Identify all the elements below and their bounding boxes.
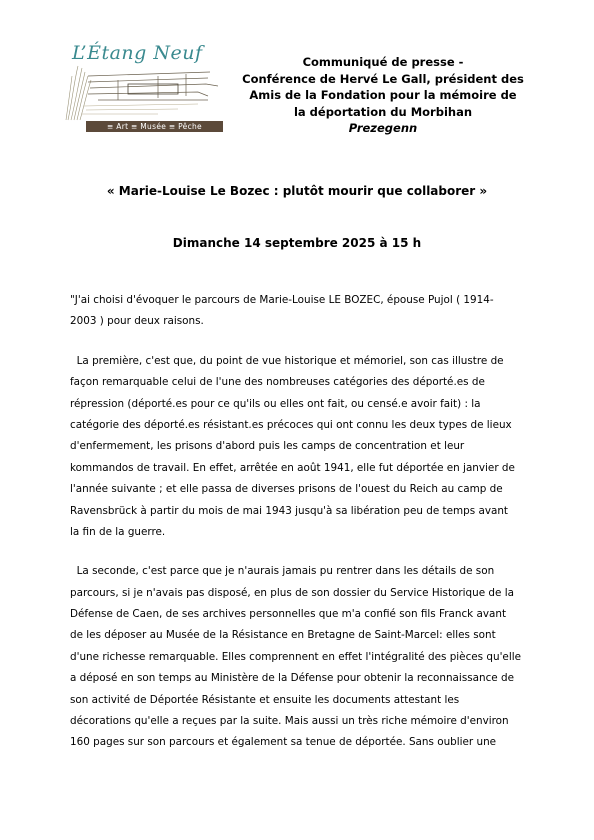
paragraph-line: 160 pages sur son parcours et également sa tenue de déportée. Sans oublier une — [70, 736, 497, 749]
header-line: Amis de la Fondation pour la mémoire de — [249, 88, 517, 102]
paragraph-line: de les déposer au Musée de la Résistance en Bretagne de Saint-Marcel: elles sont — [70, 629, 496, 642]
header-line: Communiqué de presse - — [302, 55, 464, 69]
paragraph-line: d'enfermement, les prisons d'abord puis les camps de concentration et leur — [70, 440, 465, 453]
paragraph-line: répression (déporté.es pour ce qu'ils ou elles ont fait, ou censé.e avoir fait) : la — [70, 397, 481, 410]
paragraph-line: Ravensbrück à partir du mois de mai 1943 jusqu'à sa libération peu de temps avant — [70, 504, 509, 517]
logo-tagline: ≡ Art ≡ Musée ≡ Pêche — [86, 121, 223, 132]
header-place: Prezegenn — [348, 121, 418, 135]
etang-neuf-logo — [58, 38, 226, 138]
paragraph-line: La première, c'est que, du point de vue historique et mémoriel, son cas illustre de — [70, 354, 504, 367]
paragraph-line: son activité de Déportée Résistante et ensuite les documents attestant les — [70, 693, 460, 706]
logo-landscape-graphic — [58, 62, 226, 122]
paragraph-line: catégorie des déporté.es résistant.es précoces qui ont connu les deux types de lieux — [70, 418, 512, 431]
paragraph-line: kommandos de travail. En effet, arrêtée en août 1941, elle fut déportée en janvier de — [70, 461, 515, 474]
header-line: Conférence de Hervé Le Gall, président des — [242, 71, 524, 86]
conference-date: Dimanche 14 septembre 2025 à 15 h — [172, 236, 422, 250]
paragraph-line: 2003 ) pour deux raisons. — [70, 315, 204, 328]
paragraph-line: l'année suivante ; et elle passa de diverses prisons de l'ouest du Reich au camp de — [70, 483, 503, 496]
paragraph-line: décorations qu'elle a reçues par la suite. Mais aussi un très riche mémoire d'environ — [70, 715, 509, 728]
conference-title: « Marie-Louise Le Bozec : plutôt mourir que collaborer » — [106, 184, 488, 198]
paragraph-line: façon remarquable celui de l'une des nombreuses catégories des déporté.es de — [70, 376, 485, 389]
paragraph-line: parcours, si je n'avais pas disposé, en plus de son dossier du Service Historique de la — [70, 586, 514, 599]
paragraph-line: Défense de Caen, de ses archives personnelles que m'a confié son fils Franck avant — [70, 608, 507, 621]
body-text — [70, 290, 530, 754]
paragraph-line: "J'ai choisi d'évoquer le parcours de Marie-Louise LE BOZEC, épouse Pujol ( 1914- — [70, 294, 494, 306]
paragraph-line: a déposé en son temps au Ministère de la Défense pour obtenir la reconnaissance de — [70, 672, 514, 685]
header-line: la déportation du Morbihan — [293, 104, 473, 119]
logo-name: L’Étang Neuf — [72, 42, 203, 64]
paragraph-line: la fin de la guerre. — [70, 525, 166, 538]
paragraph-line: La seconde, c'est parce que je n'aurais jamais pu rentrer dans les détails de son — [70, 565, 495, 578]
paragraph-line: d'une richesse remarquable. Elles comprennent en effet l'intégralité des pièces qu'elle — [70, 650, 521, 663]
press-release-header — [230, 54, 536, 137]
